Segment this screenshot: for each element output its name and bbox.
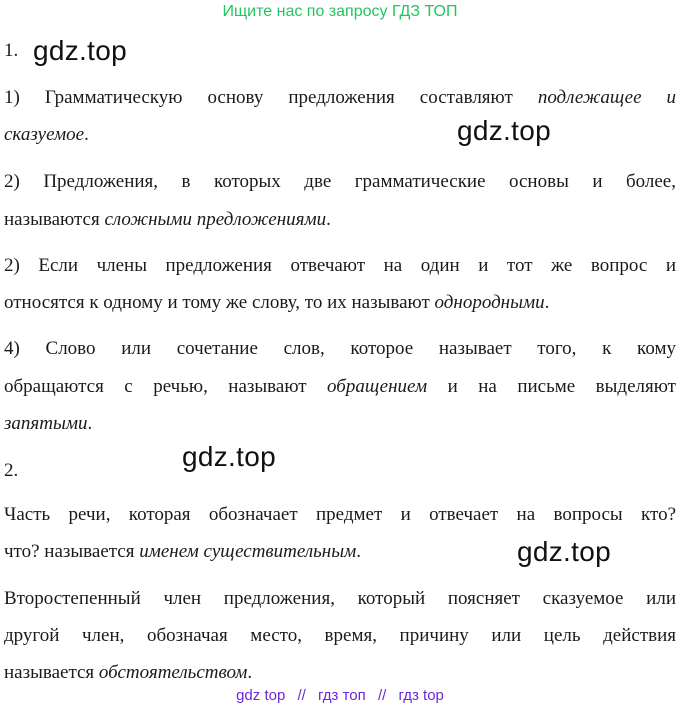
punctuation: . [84,124,89,145]
answer-line: 2) Предложения, в которых две грамматические основы и более, [4,171,676,192]
footer-link[interactable]: гдз top [398,687,444,704]
watermark: gdz.top [182,441,276,472]
answer-text: что? называется [4,541,140,562]
answer-term: однородными [434,292,545,313]
promo-banner: Ищите нас по запросу ГДЗ ТОП [222,3,458,20]
answer-term: запятыми [4,413,88,434]
answer-term: подлежащее и [537,87,677,108]
punctuation: . [247,662,253,683]
answer-term: сложными предложениями [104,209,327,230]
answer-line: другой член, обозначая место, время, причину или цель действия [4,625,676,646]
punctuation: . [544,292,550,313]
answer-text: 1) Грамматическую основу предложения составляют [4,87,538,108]
answer-line: Часть речи, которая обозначает предмет и отвечает на вопросы кто? [4,504,676,525]
footer-separator: // [377,687,387,704]
footer-separator: // [297,687,306,704]
section-number: 1. [4,40,19,61]
answer-text: называется [4,662,99,683]
answer-text: относятся к одному и тому же слову, то их называют [4,292,435,313]
answer-text: и на письме выделяют [427,376,676,397]
answer-line [4,376,676,408]
footer-links [0,687,680,704]
answer-line [4,209,676,241]
answer-text: обращаются с речью, называют [4,376,328,397]
footer-link[interactable]: гдз топ [318,687,366,704]
answer-line [4,87,676,119]
answer-line [4,124,676,156]
footer-link[interactable]: gdz top [236,687,286,704]
watermark: gdz.top [457,115,551,146]
answer-line [4,292,676,324]
answer-term: сказуемое [4,124,85,145]
answer-line: 4) Слово или сочетание слов, которое называет того, к кому [4,338,676,359]
watermark: gdz.top [33,35,127,66]
answer-term: обстоятельством [98,662,248,683]
answer-term: именем существительным [139,541,357,562]
punctuation: . [87,413,93,434]
answer-line [4,413,676,445]
answer-text: называются [4,209,105,230]
answer-line: 2) Если члены предложения отвечают на один и тот же вопрос и [4,255,676,276]
punctuation: . [356,541,361,562]
answer-line: Второстепенный член предложения, который поясняет сказуемое или [4,588,676,609]
punctuation: . [326,209,331,230]
answer-term: обращением [327,376,428,397]
watermark: gdz.top [517,536,611,567]
section-number: 2. [4,460,19,481]
